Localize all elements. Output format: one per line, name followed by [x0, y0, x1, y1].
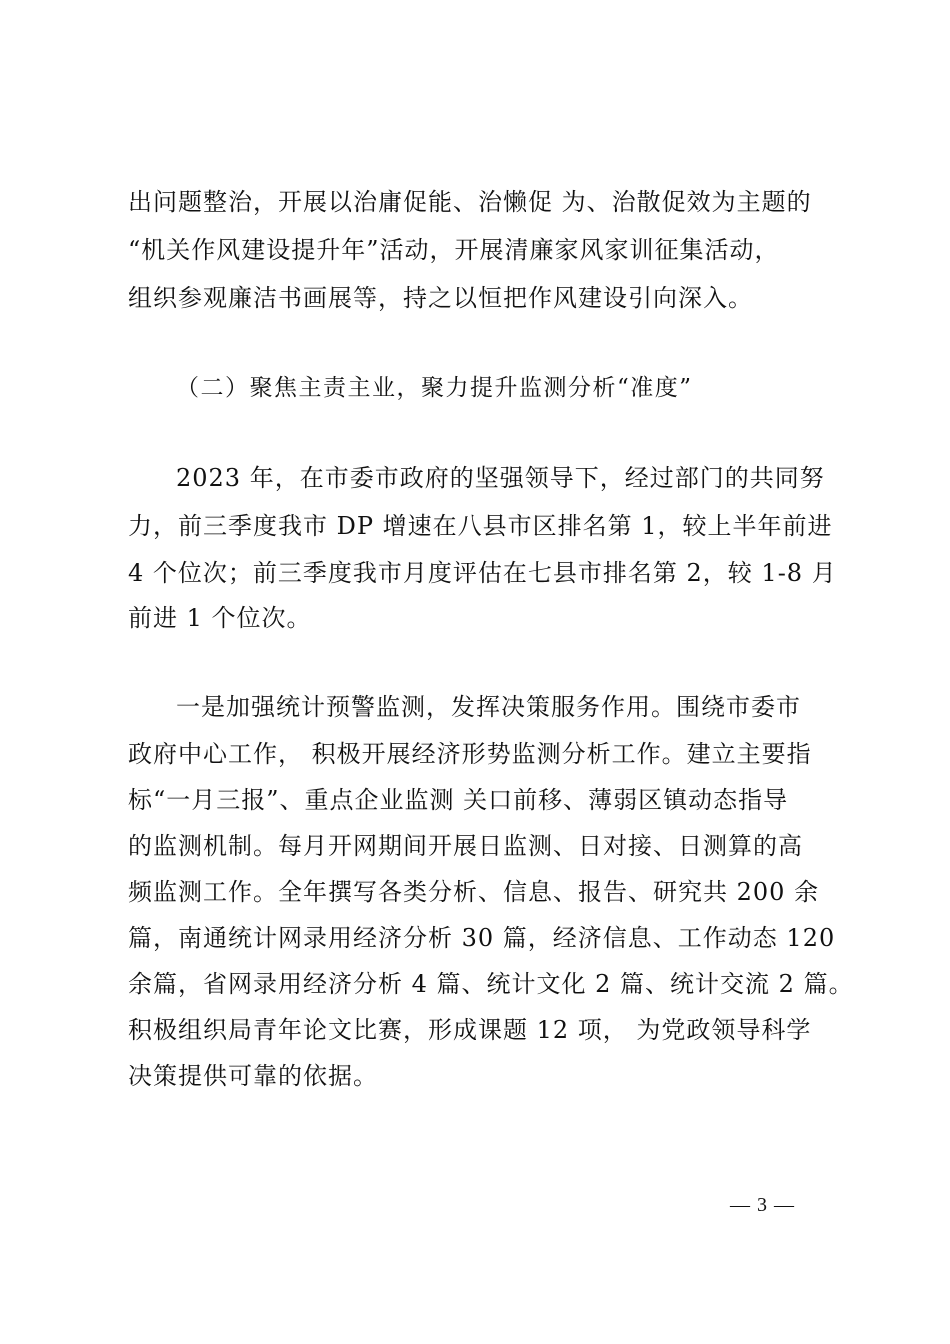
paragraph-line: 前进 1 个位次。 [128, 604, 312, 632]
section-heading: （二）聚焦主责主业，聚力提升监测分析“准度” [176, 375, 693, 401]
paragraph-line: 政府中心工作， 积极开展经济形势监测分析工作。建立主要指 [128, 740, 812, 768]
paragraph-line: “机关作风建设提升年”活动，开展清廉家风家训征集活动， [128, 236, 780, 264]
paragraph-line: 组织参观廉洁书画展等，持之以恒把作风建设引向深入。 [128, 284, 753, 312]
paragraph-line: 标“一月三报”、重点企业监测 关口前移、薄弱区镇动态指导 [128, 786, 789, 814]
paragraph-line: 4 个位次；前三季度我市月度评估在七县市排名第 2，较 1-8 月 [128, 559, 837, 587]
paragraph-line: 余篇，省网录用经济分析 4 篇、统计文化 2 篇、统计交流 2 篇。 [128, 970, 854, 998]
paragraph-line: 积极组织局青年论文比赛，形成课题 12 项， 为党政领导科学 [128, 1016, 812, 1044]
paragraph-line: 篇，南通统计网录用经济分析 30 篇，经济信息、工作动态 120 [128, 924, 836, 952]
paragraph-line: 2023 年，在市委市政府的坚强领导下，经过部门的共同努 [176, 464, 825, 492]
paragraph-line: 力，前三季度我市 DP 增速在八县市区排名第 1，较上半年前进 [128, 512, 833, 540]
paragraph-line: 的监测机制。每月开网期间开展日监测、日对接、日测算的高 [128, 832, 803, 860]
paragraph-line: 频监测工作。全年撰写各类分析、信息、报告、研究共 200 余 [128, 878, 820, 906]
paragraph-line: 一是加强统计预警监测，发挥决策服务作用。围绕市委市 [176, 693, 801, 721]
paragraph-line: 出问题整治，开展以治庸促能、治懒促 为、治散促效为主题的 [128, 188, 812, 216]
paragraph-line: 决策提供可靠的依据。 [128, 1062, 378, 1090]
page-number: — 3 — [730, 1194, 795, 1216]
